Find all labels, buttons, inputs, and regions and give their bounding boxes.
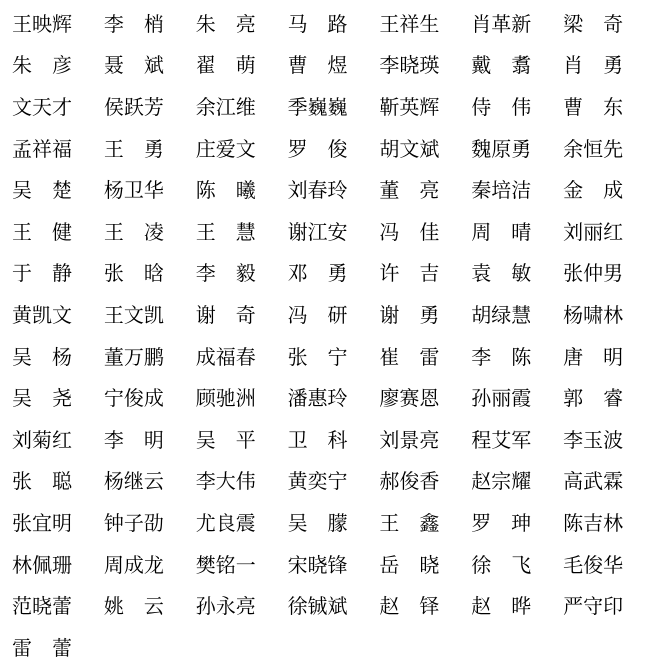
name-entry: 孙永亮 [195,594,256,619]
name-entry: 王祥生 [379,11,440,36]
name-entry: 翟 萌 [195,53,256,78]
name-entry: 徐铖斌 [287,594,348,619]
name-entry: 戴 翥 [471,53,532,78]
name-entry: 孟祥福 [12,136,72,161]
name-entry: 杨继云 [103,469,164,494]
name-entry: 冯 佳 [379,219,440,244]
name-entry: 梁 奇 [563,11,624,36]
name-entry: 余江维 [195,94,256,119]
name-entry: 袁 敏 [471,261,532,286]
name-entry: 曹 东 [563,94,624,119]
name-entry: 胡文斌 [379,136,440,161]
name-entry: 罗 珅 [471,510,532,535]
name-entry: 宁俊成 [103,386,164,411]
name-entry: 严守印 [563,594,624,619]
name-entry: 冯 研 [287,302,348,327]
name-entry: 文天才 [12,94,72,119]
name-entry: 谢江安 [287,219,348,244]
name-entry: 陈吉林 [563,510,624,535]
name-entry: 张仲男 [563,261,624,286]
name-entry: 胡绿慧 [471,302,532,327]
name-entry: 顾驰洲 [195,386,256,411]
name-entry: 刘丽红 [563,219,624,244]
name-entry: 岳 晓 [379,552,440,577]
name-entry: 吴 楚 [12,178,72,203]
name-entry: 吴 朦 [287,510,348,535]
name-entry: 朱 亮 [195,11,256,36]
name-entry: 吴 尧 [12,386,72,411]
name-entry: 肖革新 [471,11,532,36]
name-entry: 唐 明 [563,344,624,369]
name-entry: 李 梢 [103,11,164,36]
name-entry: 季巍巍 [287,94,348,119]
name-entry: 周 晴 [471,219,532,244]
name-entry: 王 慧 [195,219,256,244]
name-entry: 李 明 [103,427,164,452]
name-entry: 邓 勇 [287,261,348,286]
name-entry: 金 成 [563,178,624,203]
name-entry: 郭 睿 [563,386,624,411]
name-entry: 黄凯文 [12,302,72,327]
name-entry: 高武霖 [563,469,624,494]
name-entry: 刘景亮 [379,427,440,452]
name-entry: 陈 曦 [195,178,256,203]
name-entry: 肖 勇 [563,53,624,78]
name-entry: 侍 伟 [471,94,532,119]
name-entry: 谢 奇 [195,302,256,327]
name-entry: 崔 雷 [379,344,440,369]
name-entry: 徐 飞 [471,552,532,577]
name-entry: 秦培洁 [471,178,532,203]
name-entry: 董万鹏 [103,344,164,369]
name-entry: 刘春玲 [287,178,348,203]
name-entry: 张 聪 [12,469,72,494]
name-entry: 靳英辉 [379,94,440,119]
name-entry: 庄爱文 [195,136,256,161]
name-entry: 姚 云 [103,594,164,619]
name-entry: 樊铭一 [195,552,256,577]
name-entry: 李 毅 [195,261,256,286]
name-entry: 董 亮 [379,178,440,203]
name-entry: 赵 晔 [471,594,532,619]
name-entry: 吴 平 [195,427,256,452]
name-entry: 李玉波 [563,427,624,452]
name-entry: 王文凯 [103,302,164,327]
name-entry: 曹 煜 [287,53,348,78]
name-entry: 廖赛恩 [379,386,440,411]
name-entry: 王 鑫 [379,510,440,535]
name-entry: 尤良震 [195,510,256,535]
name-entry: 许 吉 [379,261,440,286]
name-entry: 赵宗耀 [471,469,532,494]
name-entry: 范晓蕾 [12,594,72,619]
name-entry: 张 宁 [287,344,348,369]
name-entry: 张宜明 [12,510,72,535]
name-entry: 李大伟 [195,469,256,494]
name-entry: 余恒先 [563,136,624,161]
name-entry: 毛俊华 [563,552,624,577]
name-entry: 吴 杨 [12,344,72,369]
name-entry: 李 陈 [471,344,532,369]
name-entry: 王 勇 [103,136,164,161]
name-entry: 孙丽霞 [471,386,532,411]
name-entry: 成福春 [195,344,256,369]
name-entry: 于 静 [12,261,72,286]
name-entry: 雷 蕾 [12,635,72,660]
name-entry: 王 凌 [103,219,164,244]
name-entry: 刘菊红 [12,427,72,452]
name-entry: 谢 勇 [379,302,440,327]
name-entry: 卫 科 [287,427,348,452]
name-entry: 周成龙 [103,552,164,577]
name-grid [12,4,655,670]
name-entry: 潘惠玲 [287,386,348,411]
name-entry: 王 健 [12,219,72,244]
name-entry: 赵 铎 [379,594,440,619]
name-entry: 林佩珊 [12,552,72,577]
name-entry: 聂 斌 [103,53,164,78]
name-entry: 罗 俊 [287,136,348,161]
name-entry: 程艾军 [471,427,532,452]
name-entry: 魏原勇 [471,136,532,161]
name-entry: 杨啸林 [563,302,624,327]
name-entry: 钟子劭 [103,510,164,535]
name-entry: 朱 彦 [12,53,72,78]
name-entry: 宋晓锋 [287,552,348,577]
name-entry: 马 路 [287,11,348,36]
name-entry: 张 晗 [103,261,164,286]
name-entry: 李晓瑛 [379,53,440,78]
name-entry: 黄奕宁 [287,469,348,494]
name-entry: 杨卫华 [103,178,164,203]
name-entry: 王映辉 [12,11,72,36]
name-entry: 郝俊香 [379,469,440,494]
name-entry: 侯跃芳 [103,94,164,119]
